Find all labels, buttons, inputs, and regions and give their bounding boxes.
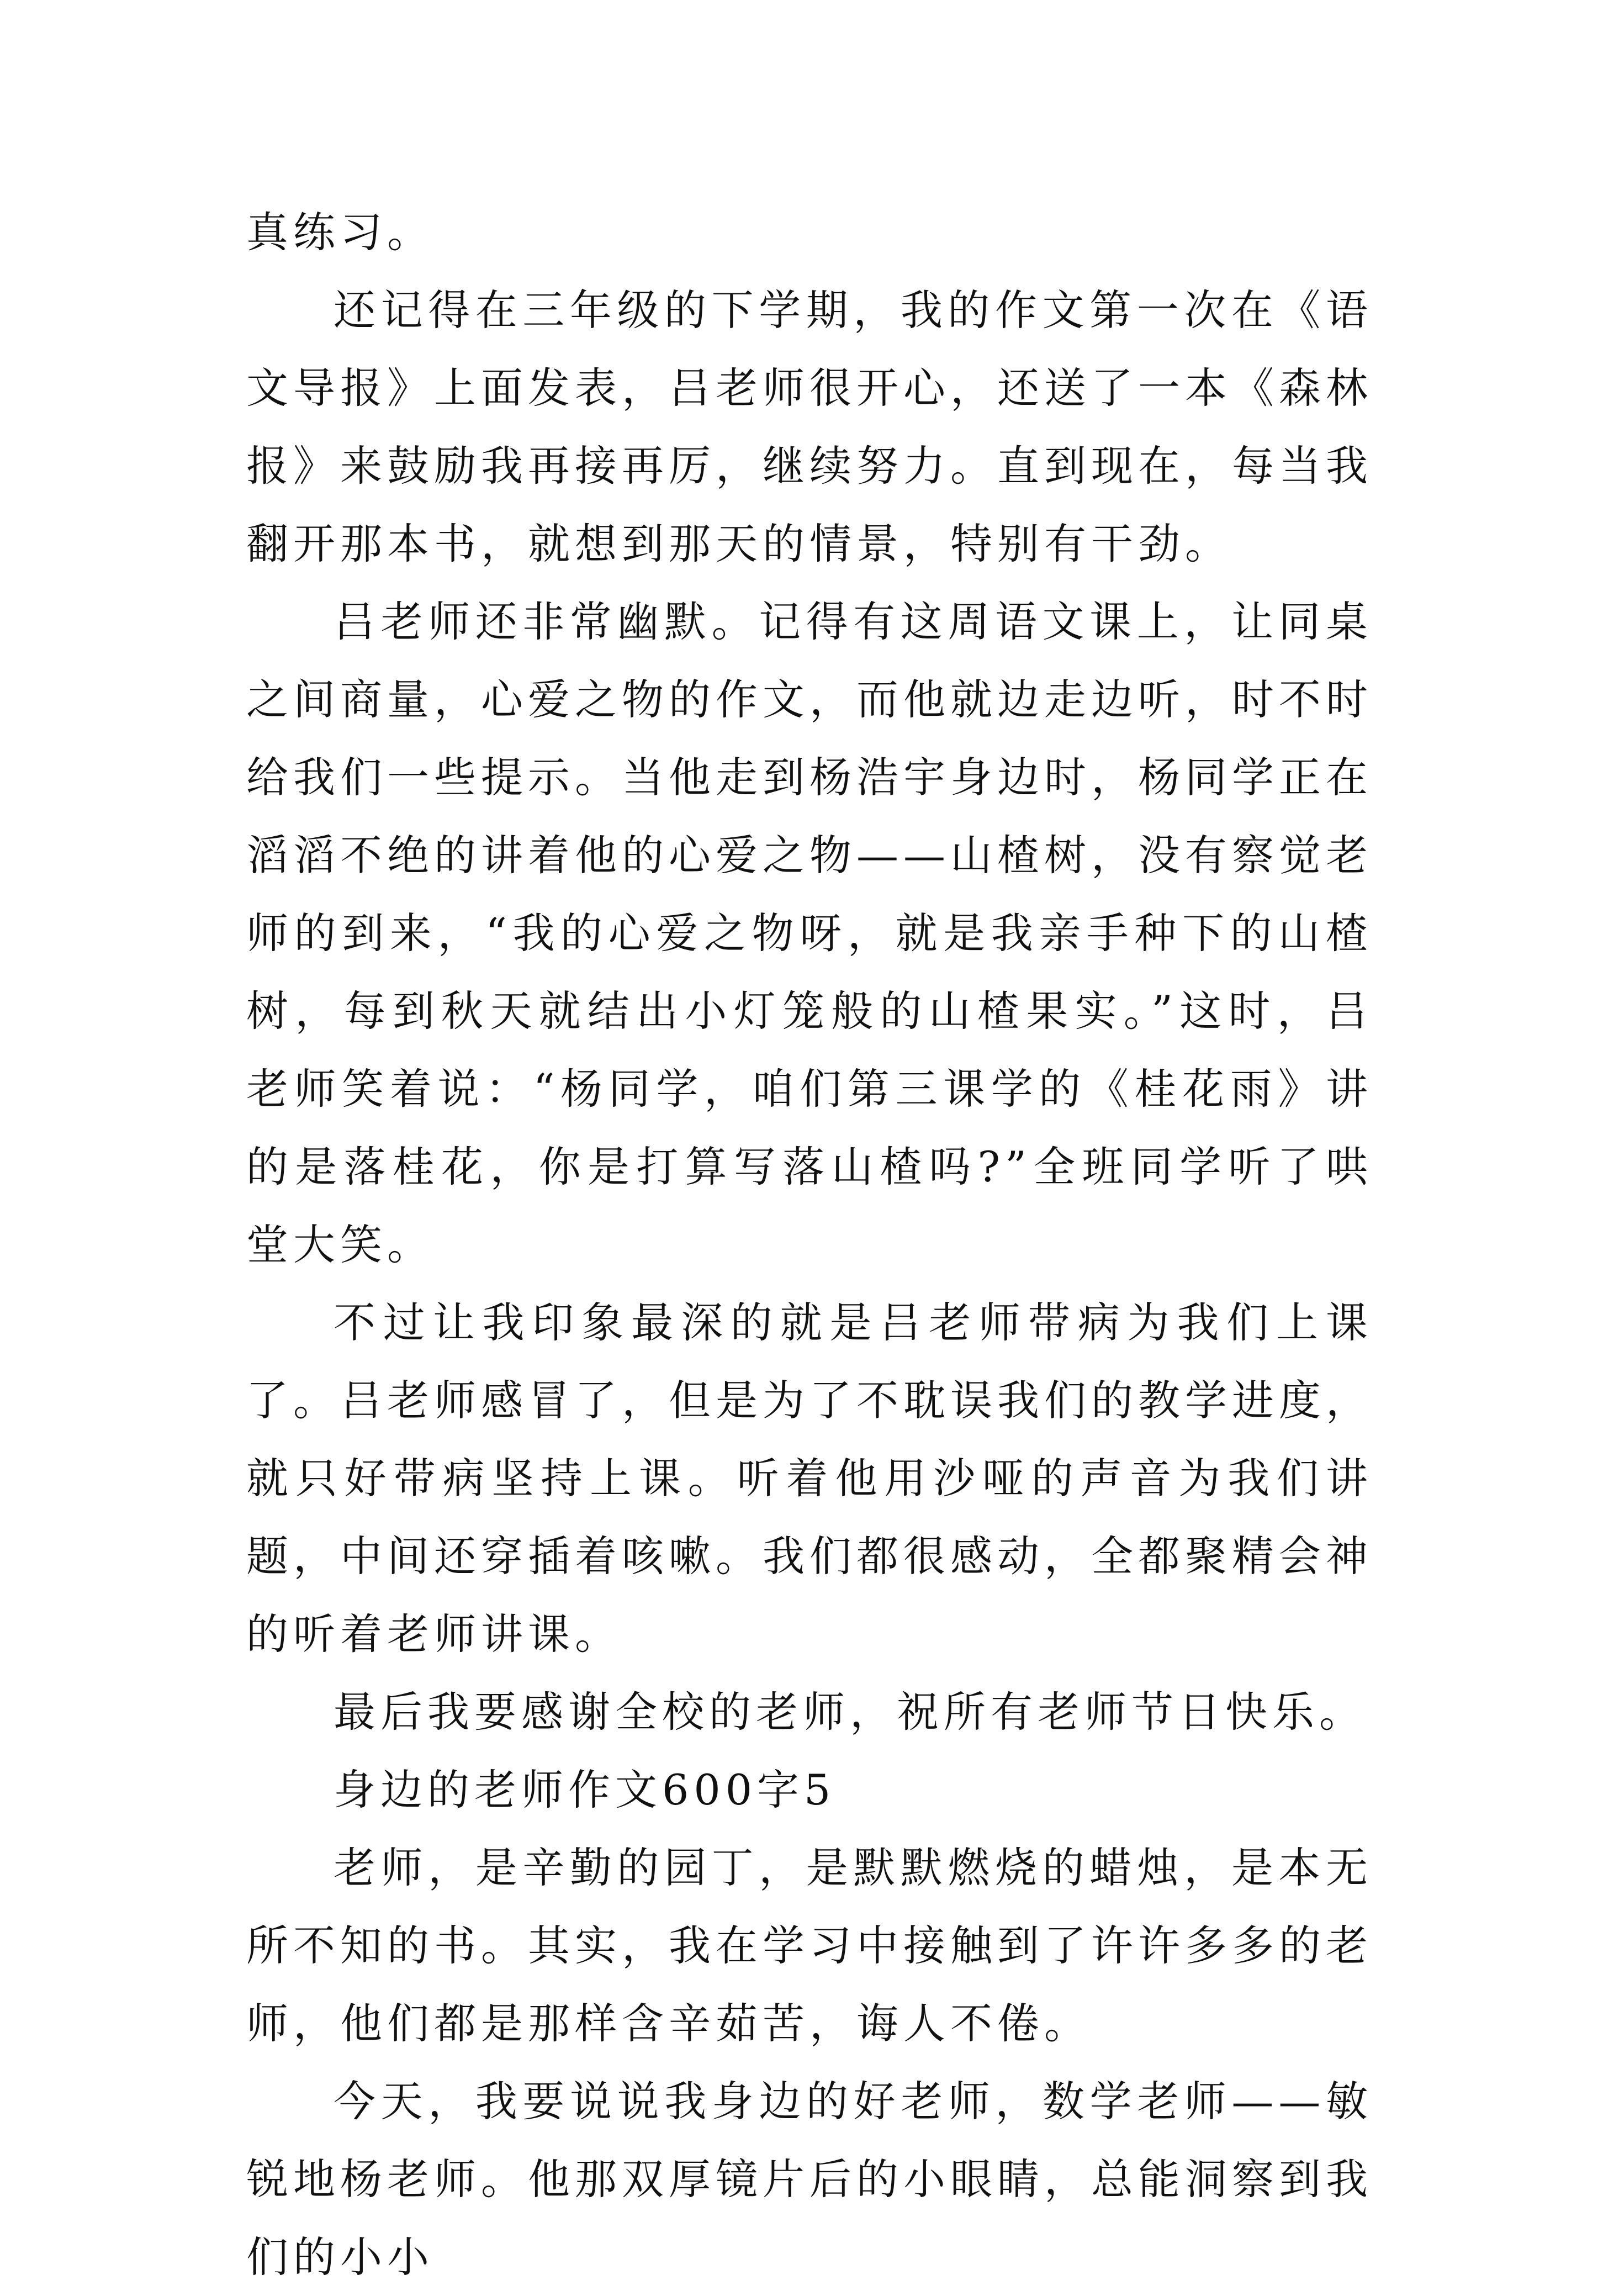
paragraph-teacher-metaphor: 老师，是辛勤的园丁，是默默燃烧的蜡烛，是本无所不知的书。其实，我在学习中接触到了许许多多的老师，他们都是那样含辛茹苦，诲人不倦。 bbox=[246, 1843, 1373, 2048]
section-heading: 身边的老师作文600字5 bbox=[334, 1765, 836, 1814]
paragraph-humor-story: 吕老师还非常幽默。记得有这周语文课上，让同桌之间商量，心爱之物的作文，而他就边走边听，时不时给我们一些提示。当他走到杨浩宇身边时，杨同学正在滔滔不绝的讲着他的心爱之物——山楂树，没有察觉老师的到来，“我的心爱之物呀，就是我亲手种下的山楂树，每到秋天就结出小灯笼般的山楂果实。”这时，吕老师笑着说：“杨同学，咱们第三课学的《桂花雨》讲的是落桂花，你是打算写落山楂吗?”全班同学听了哄堂大笑。 bbox=[246, 597, 1373, 1269]
paragraph-essay-publication: 还记得在三年级的下学期，我的作文第一次在《语文导报》上面发表，吕老师很开心，还送了一本《森林报》来鼓励我再接再厉，继续努力。直到现在，每当我翻开那本书，就想到那天的情景，特别有干劲。 bbox=[246, 286, 1373, 568]
paragraph-continuation: 真练习。 bbox=[246, 208, 434, 257]
paragraph-math-teacher: 今天，我要说说我身边的好老师，数学老师——敏锐地杨老师。他那双厚镜片后的小眼睛，总能洞察到我们的小小 bbox=[246, 2077, 1373, 2282]
paragraph-teaching-while-sick: 不过让我印象最深的就是吕老师带病为我们上课了。吕老师感冒了，但是为了不耽误我们的教学进度，就只好带病坚持上课。听着他用沙哑的声音为我们讲题，中间还穿插着咳嗽。我们都很感动，全都聚精会神的听着老师讲课。 bbox=[246, 1298, 1373, 1659]
paragraph-thanks: 最后我要感谢全校的老师，祝所有老师节日快乐。 bbox=[334, 1687, 1366, 1736]
document-body bbox=[246, 193, 1373, 2296]
